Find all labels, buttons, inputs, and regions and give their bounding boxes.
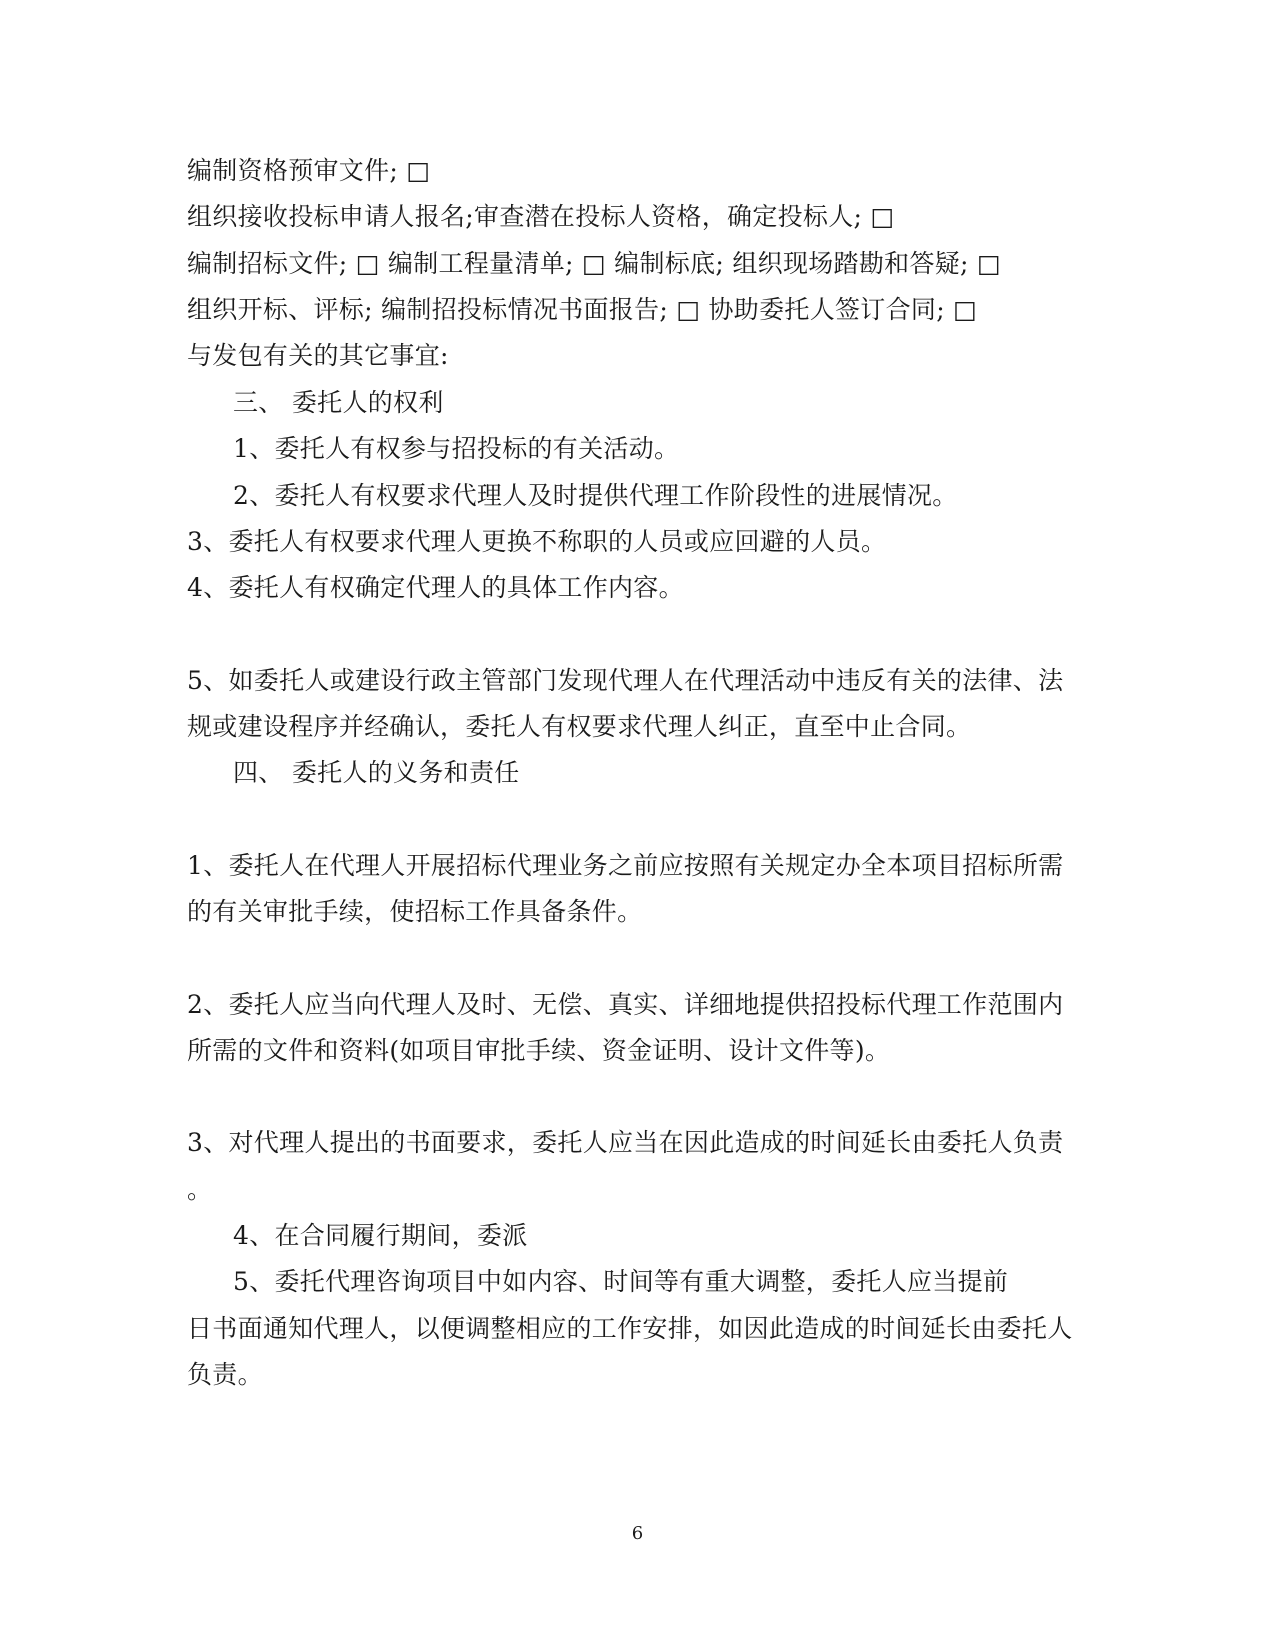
text-line: 负责。 bbox=[187, 1360, 263, 1389]
text-line: 1、委托人有权参与招投标的有关活动。 bbox=[233, 434, 680, 463]
section-heading: 四、 委托人的义务和责任 bbox=[233, 758, 520, 787]
text-line: 5、如委托人或建设行政主管部门发现代理人在代理活动中违反有关的法律、法 bbox=[187, 666, 1064, 695]
text-line: 2、委托人应当向代理人及时、无偿、真实、详细地提供招投标代理工作范围内 bbox=[187, 990, 1064, 1019]
text-line: 的有关审批手续，使招标工作具备条件。 bbox=[187, 897, 643, 926]
text-line: 5、委托代理咨询项目中如内容、时间等有重大调整，委托人应当提前 bbox=[233, 1267, 1009, 1296]
text-line: 4、委托人有权确定代理人的具体工作内容。 bbox=[187, 573, 684, 602]
text-line: 日书面通知代理人，以便调整相应的工作安排，如因此造成的时间延长由委托人 bbox=[187, 1314, 1073, 1343]
text-line: 规或建设程序并经确认，委托人有权要求代理人纠正，直至中止合同。 bbox=[187, 712, 972, 741]
text-line: 与发包有关的其它事宜: bbox=[187, 341, 449, 370]
text-line: 。 bbox=[187, 1175, 213, 1204]
text-line: 3、对代理人提出的书面要求，委托人应当在因此造成的时间延长由委托人负责 bbox=[187, 1128, 1064, 1157]
text-line: 编制资格预审文件; □ bbox=[187, 156, 431, 185]
text-line: 2、委托人有权要求代理人及时提供代理工作阶段性的进展情况。 bbox=[233, 481, 958, 510]
text-line: 3、委托人有权要求代理人更换不称职的人员或应回避的人员。 bbox=[187, 527, 887, 556]
text-line: 1、委托人在代理人开展招标代理业务之前应按照有关规定办全本项目招标所需 bbox=[187, 851, 1064, 880]
text-line: 编制招标文件; □ 编制工程量清单; □ 编制标底; 组织现场踏勘和答疑; □ bbox=[187, 249, 1001, 278]
text-line: 4、在合同履行期间，委派 bbox=[233, 1221, 528, 1250]
page-number: 6 bbox=[631, 1523, 644, 1544]
text-line: 组织开标、评标; 编制招投标情况书面报告; □ 协助委托人签订合同; □ bbox=[187, 295, 978, 324]
text-line: 组织接收投标申请人报名;审查潜在投标人资格，确定投标人; □ bbox=[187, 202, 895, 231]
section-heading: 三、 委托人的权利 bbox=[233, 388, 444, 417]
text-line: 所需的文件和资料(如项目审批手续、资金证明、设计文件等)。 bbox=[187, 1036, 891, 1065]
